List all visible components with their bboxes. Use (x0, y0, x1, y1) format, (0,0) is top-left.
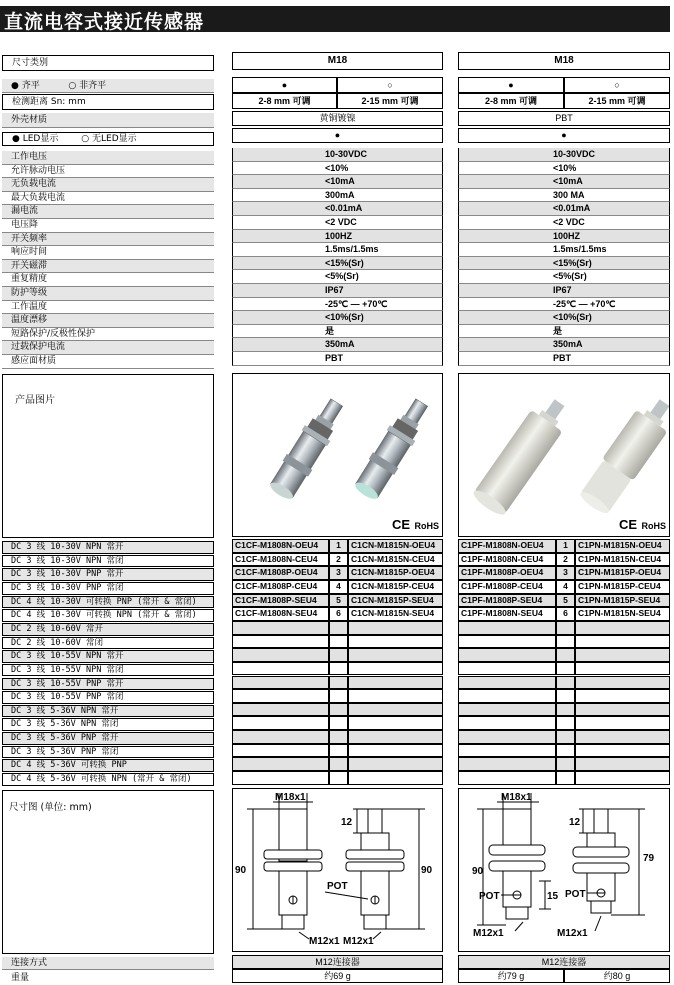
model-code-nonflush: C1CN-M1815N-SEU4 (348, 607, 443, 621)
non-flush-hollow-icon: ○ (68, 81, 77, 91)
no-led-hollow-icon: ○ (81, 134, 90, 144)
table-row (232, 607, 443, 621)
table-row (458, 689, 670, 703)
model-code-flush: C1PF-M1808P-OEU4 (458, 566, 556, 580)
model-code-flush: C1PF-M1808N-CEU4 (458, 553, 556, 567)
spec-value: 10-30VDC (458, 148, 670, 162)
distance-text: 检测距离 Sn: mm (12, 97, 86, 107)
housing-text: 外壳材质 (11, 115, 48, 125)
non-flush-marker: ○ (337, 77, 443, 93)
housing-label (2, 113, 214, 128)
product-image-label-box (2, 374, 214, 538)
spec-label: 工作电压 (2, 151, 214, 165)
model-index: 4 (329, 580, 348, 594)
model-index (556, 689, 575, 703)
model-index: 3 (329, 566, 348, 580)
flush-filled-icon: ● (11, 81, 19, 91)
table-row (458, 662, 670, 676)
table-row (458, 716, 670, 730)
table-row (232, 689, 443, 703)
model-code-flush (458, 757, 556, 771)
table-row (458, 730, 670, 744)
distance-flush-cell: 2-8 mm 可调 (458, 93, 564, 109)
spec-value: <10% (232, 162, 443, 176)
no-led-label: 无LED显示 (92, 134, 137, 144)
model-index (329, 676, 348, 690)
table-row (232, 580, 443, 594)
table-row (458, 703, 670, 717)
spec-value: 350mA (458, 338, 670, 352)
model-code-nonflush (348, 662, 443, 676)
model-index (556, 744, 575, 758)
model-index: 6 (556, 607, 575, 621)
model-code-flush: C1PF-M1808P-CEU4 (458, 580, 556, 594)
length-dim-left: 90 (472, 866, 484, 877)
spec-value: -25℃ — +70℃ (458, 298, 670, 312)
led-marker: ● (458, 128, 670, 143)
spec-label: 重复精度 (2, 273, 214, 287)
model-code-nonflush (575, 703, 670, 717)
table-row (458, 635, 670, 649)
wiring-label: DC 3 线 10-30V NPN 常闭 (2, 555, 214, 568)
spec-value: 10-30VDC (232, 148, 443, 162)
table-row (232, 594, 443, 608)
cert-logos (619, 516, 666, 534)
table-row (458, 566, 670, 580)
connector-dim-right: M12x1 (343, 936, 374, 947)
spec-value: IP67 (458, 284, 670, 298)
model-index (329, 621, 348, 635)
spec-label: 漏电流 (2, 205, 214, 219)
model-index: 1 (329, 539, 348, 553)
spec-value: PBT (232, 352, 443, 366)
brass-sensor-illustration (233, 374, 442, 536)
model-code-nonflush (575, 716, 670, 730)
size-cell: M18 (458, 52, 670, 70)
spec-label: 允许脉动电压 (2, 165, 214, 179)
wiring-label: DC 3 线 10-55V NPN 常开 (2, 650, 214, 663)
model-code-flush (458, 744, 556, 758)
model-code-nonflush: C1PN-M1815N-CEU4 (575, 553, 670, 567)
model-index (556, 771, 575, 785)
dimension-label-box (2, 790, 214, 954)
connector-dim-left: M12x1 (473, 928, 504, 939)
spec-value: IP67 (232, 284, 443, 298)
weight-label (2, 972, 214, 985)
spec-value: <5%(Sr) (232, 270, 443, 284)
distance-label (2, 94, 214, 110)
model-index (556, 621, 575, 635)
spec-value: <2 VDC (232, 216, 443, 230)
model-code-nonflush (575, 635, 670, 649)
size-type-text: 尺寸类别 (12, 58, 49, 68)
wiring-label: DC 4 线 10-30V 可转换 NPN (常开 & 常闭) (2, 609, 214, 622)
model-code-flush (458, 730, 556, 744)
spec-value: 100HZ (232, 230, 443, 244)
model-code-nonflush (348, 716, 443, 730)
model-code-flush (458, 771, 556, 785)
model-code-flush (458, 648, 556, 662)
distance-nonflush-cell: 2-15 mm 可调 (337, 93, 443, 109)
model-index (329, 648, 348, 662)
spec-value: 1.5ms/1.5ms (458, 243, 670, 257)
connector-dim-right: M12x1 (557, 928, 588, 939)
spec-value: <0.01mA (232, 202, 443, 216)
model-code-flush (458, 676, 556, 690)
model-code-nonflush (575, 676, 670, 690)
spec-value: 350mA (232, 338, 443, 352)
pot-label: POT (327, 881, 348, 892)
table-row (232, 553, 443, 567)
table-row (458, 648, 670, 662)
model-code-flush: C1CF-M1808N-OEU4 (232, 539, 329, 553)
wiring-label: DC 3 线 5-36V PNP 常闭 (2, 746, 214, 759)
pbt-sensor-right-icon (576, 392, 669, 518)
table-row (232, 635, 443, 649)
table-row (458, 539, 670, 553)
model-index: 2 (556, 553, 575, 567)
spec-value: 1.5ms/1.5ms (232, 243, 443, 257)
wiring-label: DC 4 线 5-36V 可转换 NPN (常开 & 常闭) (2, 773, 214, 786)
housing-cell: PBT (458, 111, 670, 126)
model-code-nonflush (575, 730, 670, 744)
model-index: 6 (329, 607, 348, 621)
spec-value: <0.01mA (458, 202, 670, 216)
model-index (556, 716, 575, 730)
model-code-nonflush (575, 689, 670, 703)
model-code-flush: C1CF-M1808P-CEU4 (232, 580, 329, 594)
wiring-label: DC 3 线 10-55V PNP 常开 (2, 678, 214, 691)
spec-label: 开关磁滞 (2, 260, 214, 274)
product-image-label: 产品图片 (15, 395, 55, 406)
model-code-nonflush (575, 744, 670, 758)
model-code-nonflush: C1CN-M1815N-CEU4 (348, 553, 443, 567)
model-code-nonflush (575, 771, 670, 785)
flush-marker: ● (458, 77, 564, 93)
model-code-nonflush (575, 621, 670, 635)
led-filled-icon: ● (12, 134, 20, 144)
model-code-nonflush (348, 621, 443, 635)
table-row (232, 566, 443, 580)
model-index: 3 (556, 566, 575, 580)
table-row (232, 757, 443, 771)
table-row (232, 703, 443, 717)
model-code-nonflush: C1PN-M1815N-SEU4 (575, 607, 670, 621)
model-code-nonflush (348, 648, 443, 662)
dimension-drawing-pbt (459, 789, 669, 951)
model-index: 5 (556, 594, 575, 608)
model-code-nonflush (348, 689, 443, 703)
model-code-nonflush (348, 744, 443, 758)
non-flush-label: 非齐平 (79, 81, 107, 91)
flush-marker: ● (232, 77, 337, 93)
model-index (329, 703, 348, 717)
wiring-label: DC 3 线 5-36V NPN 常开 (2, 705, 214, 718)
wiring-label: DC 2 线 10-60V 常闭 (2, 637, 214, 650)
dimension-label: 尺寸图 (单位: mm) (9, 802, 92, 813)
rohs-mark: RoHS (414, 521, 439, 531)
table-row (458, 607, 670, 621)
table-row (232, 621, 443, 635)
model-index (329, 730, 348, 744)
cert-logos (392, 516, 439, 534)
spec-label: 响应时间 (2, 246, 214, 260)
length-dim-left: 90 (235, 865, 247, 876)
dimension-drawing-frame (232, 788, 443, 952)
spec-value: <15%(Sr) (232, 257, 443, 271)
model-index (556, 676, 575, 690)
table-row (458, 744, 670, 758)
model-code-flush (232, 771, 329, 785)
model-code-flush (232, 648, 329, 662)
model-code-flush (458, 716, 556, 730)
model-code-nonflush (348, 757, 443, 771)
model-index (329, 689, 348, 703)
spec-value: 是 (458, 325, 670, 339)
spec-label: 工作温度 (2, 301, 214, 315)
model-code-nonflush (575, 662, 670, 676)
spec-label: 过载保护电流 (2, 341, 214, 355)
led-option-row (2, 132, 214, 146)
model-code-flush (232, 703, 329, 717)
model-code-flush (232, 757, 329, 771)
distance-nonflush-cell: 2-15 mm 可调 (564, 93, 670, 109)
spec-label: 感应面材质 (2, 355, 214, 369)
pbt-sensor-illustration (459, 374, 669, 536)
thread-dim-label: M18x1 (501, 792, 532, 803)
spec-value: -25℃ — +70℃ (232, 298, 443, 312)
spec-label: 无负载电流 (2, 178, 214, 192)
spec-value: <10mA (458, 175, 670, 189)
table-row (458, 621, 670, 635)
spec-value: 300 MA (458, 189, 670, 203)
table-row (232, 744, 443, 758)
spec-label: 防护等级 (2, 287, 214, 301)
size-cell: M18 (232, 52, 443, 70)
table-row (458, 676, 670, 690)
model-code-flush: C1PF-M1808N-OEU4 (458, 539, 556, 553)
ce-mark: CE (391, 517, 411, 532)
model-index: 2 (329, 553, 348, 567)
model-code-flush (458, 689, 556, 703)
flush-option-row (2, 79, 214, 93)
table-row (232, 662, 443, 676)
model-code-flush (232, 621, 329, 635)
ce-mark: CE (618, 517, 638, 532)
size-type-label (2, 55, 214, 71)
spec-label: 开关频率 (2, 233, 214, 247)
spec-value: <15%(Sr) (458, 257, 670, 271)
weight-text: 重量 (11, 973, 30, 983)
model-code-nonflush (348, 635, 443, 649)
wiring-label: DC 4 线 10-30V 可转换 PNP (常开 & 常闭) (2, 596, 214, 609)
model-index (556, 648, 575, 662)
model-code-flush: C1PF-M1808N-SEU4 (458, 607, 556, 621)
table-row (232, 771, 443, 785)
wiring-label: DC 4 线 5-36V 可转换 PNP (2, 759, 214, 772)
length-dim-right: 79 (643, 853, 655, 864)
connection-cell: M12连接器 (232, 955, 443, 969)
table-row (458, 771, 670, 785)
weight-cell-right: 约80 g (564, 969, 670, 983)
wiring-label: DC 2 线 10-60V 常开 (2, 623, 214, 636)
spec-value: PBT (458, 352, 670, 366)
model-code-nonflush: C1CN-M1815P-SEU4 (348, 594, 443, 608)
model-code-flush (232, 716, 329, 730)
model-code-flush: C1CF-M1808P-OEU4 (232, 566, 329, 580)
model-index (329, 757, 348, 771)
thread-dim-label: M18x1 (275, 792, 306, 803)
model-code-flush (458, 621, 556, 635)
spec-value: <5%(Sr) (458, 270, 670, 284)
pbt-sensor-left-icon (471, 392, 576, 519)
product-image-frame (232, 373, 443, 537)
model-code-flush (232, 662, 329, 676)
wiring-label: DC 3 线 5-36V PNP 常开 (2, 732, 214, 745)
model-code-nonflush: C1PN-M1815P-SEU4 (575, 594, 670, 608)
model-index (556, 703, 575, 717)
model-code-nonflush: C1PN-M1815P-OEU4 (575, 566, 670, 580)
model-code-flush (232, 730, 329, 744)
spec-label: 电压降 (2, 219, 214, 233)
length-dim-right: 90 (421, 865, 433, 876)
model-index (329, 744, 348, 758)
spec-value: <10mA (232, 175, 443, 189)
wiring-label: DC 3 线 10-55V NPN 常闭 (2, 664, 214, 677)
spec-label: 短路保护/反极性保护 (2, 328, 214, 342)
pot-depth-dim: 15 (547, 891, 559, 902)
non-flush-marker: ○ (564, 77, 670, 93)
table-row (232, 676, 443, 690)
model-code-flush (232, 744, 329, 758)
model-code-flush: C1CF-M1808N-SEU4 (232, 607, 329, 621)
led-marker: ● (232, 128, 443, 143)
flush-label: 齐平 (21, 81, 40, 91)
model-code-nonflush: C1PN-M1815N-OEU4 (575, 539, 670, 553)
model-code-nonflush (575, 757, 670, 771)
weight-cell: 约69 g (232, 969, 443, 983)
model-code-flush (232, 676, 329, 690)
dimension-drawing-brass (233, 789, 442, 951)
table-row (232, 539, 443, 553)
model-code-nonflush: C1CN-M1815P-OEU4 (348, 566, 443, 580)
model-index (329, 662, 348, 676)
wiring-label: DC 3 线 10-30V PNP 常开 (2, 568, 214, 581)
spec-label: 温度漂移 (2, 314, 214, 328)
spec-label: 最大负载电流 (2, 192, 214, 206)
model-code-flush: C1CF-M1808P-SEU4 (232, 594, 329, 608)
model-index (556, 757, 575, 771)
connector-dim-left: M12x1 (309, 936, 340, 947)
spec-value: <10% (458, 162, 670, 176)
model-index (556, 662, 575, 676)
model-code-nonflush (348, 703, 443, 717)
wiring-label: DC 3 线 10-55V PNP 常闭 (2, 691, 214, 704)
model-index: 4 (556, 580, 575, 594)
distance-flush-cell: 2-8 mm 可调 (232, 93, 337, 109)
model-code-nonflush (575, 648, 670, 662)
model-index (329, 771, 348, 785)
model-code-flush: C1PF-M1808P-SEU4 (458, 594, 556, 608)
spec-value: 是 (232, 325, 443, 339)
spec-value: 100HZ (458, 230, 670, 244)
weight-cell-left: 约79 g (458, 969, 564, 983)
table-row (458, 553, 670, 567)
spec-value: <10%(Sr) (458, 311, 670, 325)
model-index (329, 716, 348, 730)
brass-sensor-right-icon (351, 395, 434, 503)
dimension-drawing-frame (458, 788, 670, 952)
model-code-flush (232, 689, 329, 703)
model-index (329, 635, 348, 649)
model-index: 5 (329, 594, 348, 608)
table-row (232, 730, 443, 744)
led-label: LED显示 (22, 134, 59, 144)
model-code-nonflush: C1PN-M1815P-CEU4 (575, 580, 670, 594)
model-index: 1 (556, 539, 575, 553)
model-code-flush: C1CF-M1808N-CEU4 (232, 553, 329, 567)
brass-sensor-left-icon (266, 395, 349, 503)
rohs-mark: RoHS (641, 521, 666, 531)
model-code-nonflush: C1CN-M1815N-OEU4 (348, 539, 443, 553)
nut-dim-label: 12 (569, 817, 581, 828)
model-code-flush (458, 662, 556, 676)
model-code-flush (458, 635, 556, 649)
connection-cell: M12连接器 (458, 955, 670, 969)
spec-value: <10%(Sr) (232, 311, 443, 325)
title-bar (0, 6, 670, 32)
model-code-nonflush (348, 771, 443, 785)
table-row (458, 594, 670, 608)
model-index (556, 635, 575, 649)
housing-cell: 黄铜镀镍 (232, 111, 443, 126)
connection-label (2, 957, 214, 970)
model-code-nonflush: C1CN-M1815P-CEU4 (348, 580, 443, 594)
model-code-flush (458, 703, 556, 717)
pot-label-right: POT (565, 889, 586, 900)
table-row (458, 580, 670, 594)
wiring-label: DC 3 线 10-30V NPN 常开 (2, 541, 214, 554)
page-title: 直流电容式接近传感器 (4, 11, 205, 33)
table-row (232, 716, 443, 730)
model-index (556, 730, 575, 744)
model-code-nonflush (348, 676, 443, 690)
spec-value: 300mA (232, 189, 443, 203)
table-row (232, 648, 443, 662)
wiring-label: DC 3 线 10-30V PNP 常闭 (2, 582, 214, 595)
model-code-flush (232, 635, 329, 649)
product-image-frame (458, 373, 670, 537)
table-row (458, 757, 670, 771)
pot-label-left: POT (479, 891, 500, 902)
model-code-nonflush (348, 730, 443, 744)
connection-text: 连接方式 (11, 958, 48, 968)
wiring-label: DC 3 线 5-36V NPN 常闭 (2, 718, 214, 731)
nut-dim-label: 12 (341, 817, 353, 828)
spec-value: <2 VDC (458, 216, 670, 230)
